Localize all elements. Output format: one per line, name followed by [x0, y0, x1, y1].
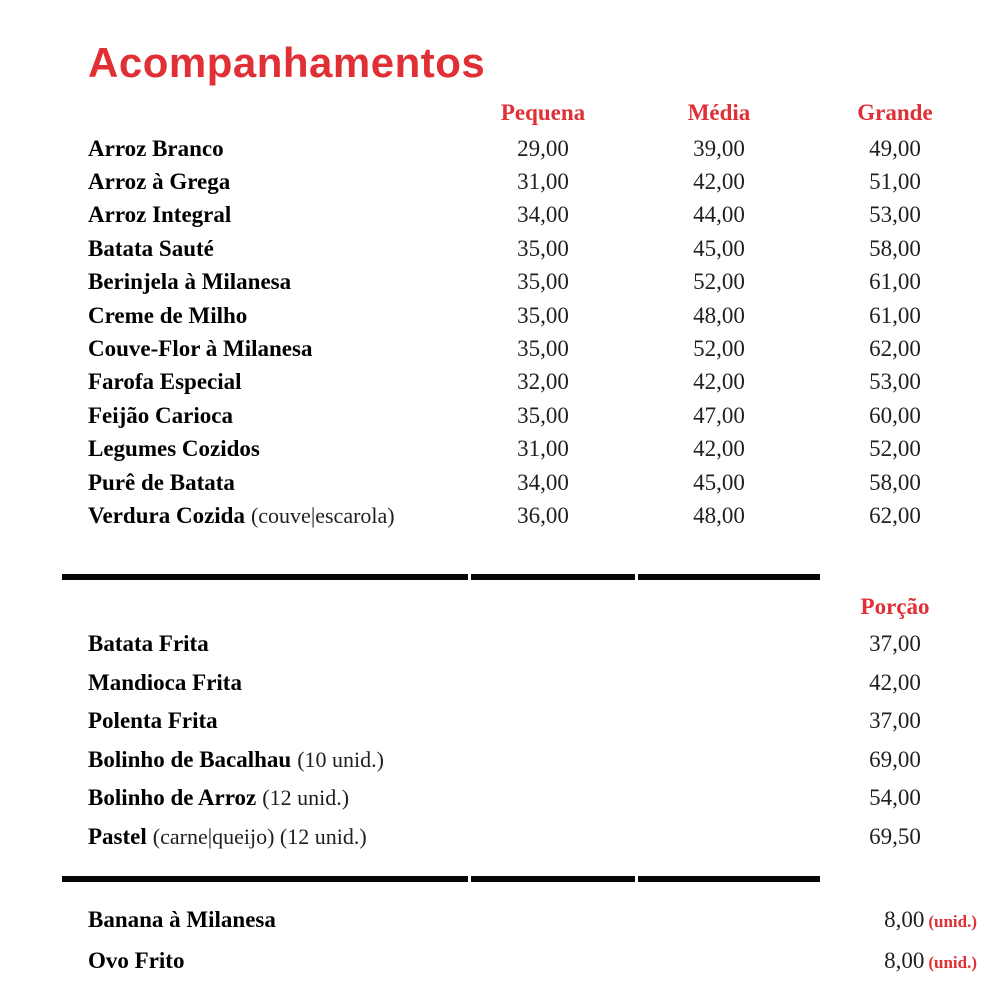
item-price-grande: 62,00 — [869, 336, 921, 362]
item-price-porcao: 69,00 — [869, 746, 921, 772]
item-name-cell — [88, 369, 455, 395]
item-name: Batata Sauté — [88, 235, 214, 261]
menu-item-row — [0, 366, 1007, 399]
item-price-media: 42,00 — [693, 369, 745, 395]
menu-item-row — [0, 299, 1007, 332]
item-price-group — [884, 948, 977, 974]
item-price-grande: 53,00 — [869, 369, 921, 395]
item-note: (10 unid.) — [297, 746, 384, 772]
item-price-porcao: 69,50 — [869, 823, 921, 849]
item-name: Feijão Carioca — [88, 402, 233, 428]
menu-item-row — [0, 332, 1007, 365]
item-name-cell — [88, 202, 455, 228]
item-price-porcao: 37,00 — [869, 708, 921, 734]
item-name: Creme de Milho — [88, 302, 248, 328]
menu-item-row — [0, 433, 1007, 466]
item-price-porcao: 37,00 — [869, 631, 921, 657]
item-price-grande: 49,00 — [869, 135, 921, 161]
item-unit-label: (unid.) — [928, 953, 977, 972]
item-note: (couve|escarola) — [250, 502, 395, 528]
item-name-cell — [88, 631, 807, 657]
item-name: Legumes Cozidos — [88, 436, 260, 462]
item-name: Purê de Batata — [88, 469, 235, 495]
menu-item-row — [0, 899, 1007, 940]
item-price-grande: 62,00 — [869, 502, 921, 528]
item-name: Farofa Especial — [88, 369, 242, 395]
item-price-porcao: 42,00 — [869, 669, 921, 695]
item-name: Arroz Branco — [88, 135, 224, 161]
portion-table-body — [0, 625, 1007, 856]
item-name-cell — [88, 269, 455, 295]
size-price-table — [0, 93, 1007, 533]
item-price: 8,00 — [884, 907, 925, 932]
unit-table-body — [0, 899, 1007, 981]
item-name: Pastel — [88, 823, 147, 849]
item-price-media: 52,00 — [693, 336, 745, 362]
item-price-pequena: 29,00 — [517, 135, 569, 161]
item-price-pequena: 35,00 — [517, 302, 569, 328]
item-price-media: 45,00 — [693, 469, 745, 495]
menu-item-row — [0, 625, 1007, 664]
menu-item-row — [0, 266, 1007, 299]
column-header-porcao: Porção — [860, 593, 930, 619]
menu-item-row — [0, 940, 1007, 981]
item-price-pequena: 35,00 — [517, 235, 569, 261]
item-name-cell — [88, 336, 455, 362]
page-title: Acompanhamentos — [88, 39, 486, 87]
item-price-grande: 58,00 — [869, 469, 921, 495]
item-price-media: 44,00 — [693, 202, 745, 228]
unit-price-table — [0, 899, 1007, 981]
item-name-cell — [88, 708, 807, 734]
item-price-grande: 60,00 — [869, 402, 921, 428]
item-price-grande: 52,00 — [869, 436, 921, 462]
item-price-pequena: 32,00 — [517, 369, 569, 395]
item-name-cell — [88, 236, 455, 262]
item-name-cell — [88, 824, 807, 850]
item-price-pequena: 34,00 — [517, 202, 569, 228]
menu-item-row — [0, 499, 1007, 532]
item-price-media: 47,00 — [693, 402, 745, 428]
item-price-pequena: 36,00 — [517, 502, 569, 528]
menu-item-row — [0, 779, 1007, 818]
item-name: Batata Frita — [88, 631, 209, 657]
item-name: Arroz à Grega — [88, 169, 231, 195]
portion-table-header-row — [0, 588, 1007, 625]
item-price-media: 45,00 — [693, 235, 745, 261]
menu-item-row — [0, 132, 1007, 165]
item-price-pequena: 31,00 — [517, 169, 569, 195]
item-price-grande: 58,00 — [869, 235, 921, 261]
item-price-media: 39,00 — [693, 135, 745, 161]
menu-item-row — [0, 741, 1007, 780]
item-price-grande: 61,00 — [869, 302, 921, 328]
menu-item-row — [0, 232, 1007, 265]
item-price-media: 48,00 — [693, 302, 745, 328]
item-name: Arroz Integral — [88, 202, 232, 228]
item-price-media: 42,00 — [693, 436, 745, 462]
item-name: Polenta Frita — [88, 708, 218, 734]
item-price-media: 52,00 — [693, 269, 745, 295]
menu-item-row — [0, 399, 1007, 432]
item-name: Mandioca Frita — [88, 669, 242, 695]
item-name-cell — [88, 747, 807, 773]
item-unit-label: (unid.) — [928, 912, 977, 931]
menu-item-row — [0, 818, 1007, 857]
item-name-cell — [88, 403, 455, 429]
item-name-cell — [88, 303, 455, 329]
item-price-pequena: 31,00 — [517, 436, 569, 462]
item-name: Banana à Milanesa — [88, 906, 276, 932]
column-header-pequena: Pequena — [500, 99, 586, 125]
item-price-porcao: 54,00 — [869, 785, 921, 811]
item-name: Verdura Cozida — [88, 502, 245, 528]
item-name-cell — [88, 785, 807, 811]
size-table-header-row — [0, 93, 1007, 132]
item-name: Bolinho de Bacalhau — [88, 746, 292, 772]
item-name-cell — [88, 470, 455, 496]
column-header-media: Média — [687, 99, 751, 125]
item-name-cell — [88, 503, 455, 529]
menu-item-row — [0, 702, 1007, 741]
item-price-grande: 51,00 — [869, 169, 921, 195]
section-divider-bottom — [62, 876, 820, 882]
item-name-cell — [88, 436, 455, 462]
item-price-media: 48,00 — [693, 502, 745, 528]
menu-item-row — [0, 199, 1007, 232]
section-divider-top — [62, 574, 820, 580]
item-name: Berinjela à Milanesa — [88, 269, 292, 295]
menu-item-row — [0, 664, 1007, 703]
item-name-cell — [88, 670, 807, 696]
item-name-cell — [88, 169, 455, 195]
item-price-pequena: 34,00 — [517, 469, 569, 495]
item-price: 8,00 — [884, 948, 925, 973]
item-name: Bolinho de Arroz — [88, 785, 257, 811]
item-name-cell — [88, 136, 455, 162]
item-price-grande: 53,00 — [869, 202, 921, 228]
item-price-grande: 61,00 — [869, 269, 921, 295]
menu-item-row — [0, 165, 1007, 198]
item-note: (12 unid.) — [262, 785, 350, 811]
item-price-pequena: 35,00 — [517, 336, 569, 362]
item-price-group — [884, 907, 977, 933]
item-note: (carne|queijo) (12 unid.) — [152, 823, 367, 849]
size-table-body — [0, 132, 1007, 533]
item-name: Couve-Flor à Milanesa — [88, 336, 313, 362]
item-name: Ovo Frito — [88, 947, 185, 973]
item-price-pequena: 35,00 — [517, 402, 569, 428]
menu-item-row — [0, 466, 1007, 499]
column-header-grande: Grande — [857, 99, 933, 125]
portion-price-table — [0, 588, 1007, 856]
item-price-media: 42,00 — [693, 169, 745, 195]
item-price-pequena: 35,00 — [517, 269, 569, 295]
